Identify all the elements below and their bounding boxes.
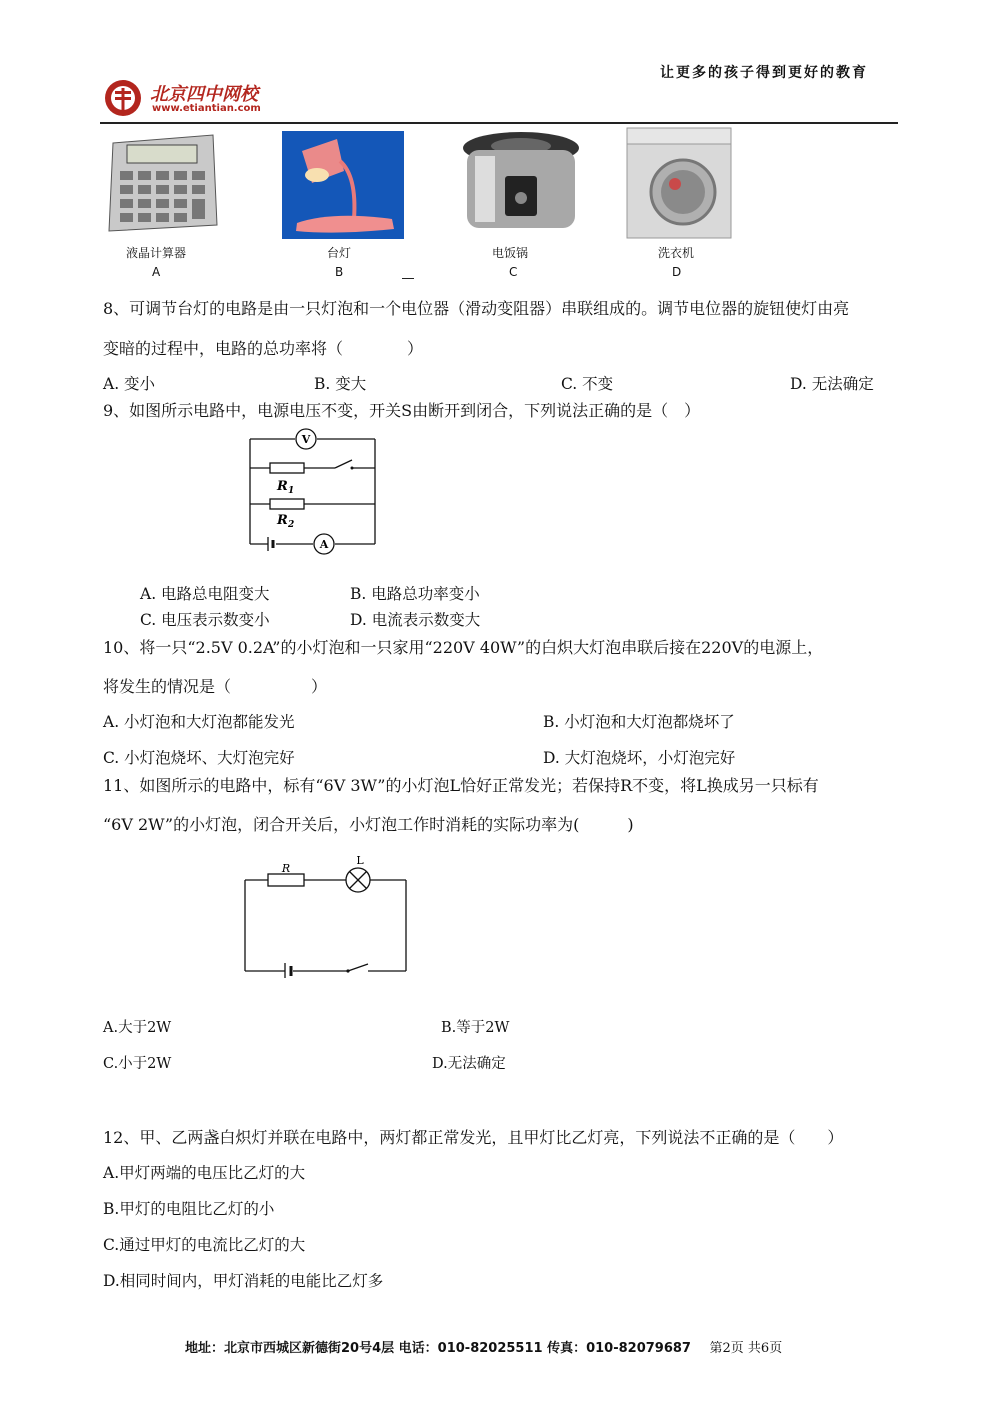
q12-option-a: A.甲灯两端的电压比乙灯的大: [103, 1164, 306, 1182]
q11-option-c: C.小于2W: [103, 1056, 172, 1072]
q8-option-d: D. 无法确定: [790, 375, 874, 393]
q10-option-a: A. 小灯泡和大灯泡都能发光: [103, 713, 295, 731]
q9-stem: 9、如图所示电路中，电源电压不变，开关S由断开到闭合，下列说法正确的是（ ）: [103, 401, 701, 420]
q9-ammeter-label: A: [319, 538, 329, 551]
header-slogan: 让更多的孩子得到更好的教育: [660, 65, 868, 81]
appliance-letter-d: D: [672, 265, 682, 279]
q9-r2-label: R: [277, 513, 288, 528]
q12-option-c: C.通过甲灯的电流比乙灯的大: [103, 1236, 306, 1254]
appliance-letter-b: B: [335, 265, 344, 279]
q11-circuit-diagram: [240, 852, 412, 982]
q11-option-b: B.等于2W: [441, 1020, 510, 1036]
q10-stem-line1: 10、将一只“2.5V 0.2A”的小灯泡和一只家用“220V 40W”的白炽大灯泡串联后接在220V的电源上，: [103, 638, 824, 657]
q8-stem-line2: 变暗的过程中，电路的总功率将（ ）: [103, 339, 424, 358]
appliance-caption-d: 洗衣机: [658, 246, 695, 260]
q9-option-d: D. 电流表示数变大: [350, 611, 481, 629]
logo-emblem-icon: [102, 78, 144, 118]
q9-circuit-diagram: [240, 426, 385, 560]
appliance-caption-c: 电饭锅: [492, 246, 529, 260]
desk-lamp-image: [282, 131, 404, 243]
q9-r2-subscript: 2: [288, 520, 295, 530]
rice-cooker-image: [455, 126, 587, 240]
q12-stem: 12、甲、乙两盏白炽灯并联在电路中，两灯都正常发光，且甲灯比乙灯亮，下列说法不正确的是（ ）: [103, 1128, 844, 1147]
header-rule: [100, 122, 898, 124]
appliance-caption-a: 液晶计算器: [126, 246, 187, 260]
q9-option-c: C. 电压表示数变小: [140, 611, 270, 629]
q10-option-b: B. 小灯泡和大灯泡都烧坏了: [543, 713, 735, 731]
q12-option-d: D.相同时间内，甲灯消耗的电能比乙灯多: [103, 1272, 384, 1290]
q9-r1-label: R: [277, 479, 288, 494]
logo-url: www.etiantian.com: [152, 103, 261, 114]
school-logo: [102, 78, 282, 118]
q9-option-b: B. 电路总功率变小: [350, 585, 480, 603]
q9-option-a: A. 电路总电阻变大: [140, 585, 270, 603]
q11-lamp-label: L: [356, 854, 364, 867]
footer-page-number: 第2页 共6页: [709, 1341, 783, 1356]
appliance-caption-b: 台灯: [327, 246, 352, 260]
q11-resistor-label: R: [281, 862, 291, 875]
q10-stem-line2: 将发生的情况是（ ）: [103, 677, 328, 696]
stray-underscore: [402, 278, 414, 279]
q12-option-b: B.甲灯的电阻比乙灯的小: [103, 1200, 275, 1218]
q11-option-a: A.大于2W: [103, 1020, 172, 1036]
footer-bar: [185, 1337, 782, 1356]
appliance-letter-a: A: [152, 265, 161, 279]
q9-voltmeter-label: V: [301, 433, 311, 446]
footer-address: 地址：北京市西城区新德街20号4层 电话：010-82025511 传真：010-82079687: [185, 1341, 691, 1356]
q11-option-d: D.无法确定: [432, 1056, 506, 1072]
logo-name: 北京四中网校: [150, 84, 258, 105]
washing-machine-image: [617, 126, 735, 244]
calculator-image: [105, 133, 220, 242]
q11-stem-line1: 11、如图所示的电路中，标有“6V 3W”的小灯泡L恰好正常发光；若保持R不变，将L换成另一只标有: [103, 776, 819, 795]
q8-option-c: C. 不变: [561, 375, 614, 393]
q10-option-d: D. 大灯泡烧坏，小灯泡完好: [543, 749, 736, 767]
appliance-letter-c: C: [509, 265, 518, 279]
q11-stem-line2: “6V 2W”的小灯泡，闭合开关后，小灯泡工作时消耗的实际功率为( ): [103, 815, 634, 834]
q9-r1-subscript: 1: [288, 486, 295, 496]
q8-option-a: A. 变小: [103, 375, 156, 393]
q8-option-b: B. 变大: [314, 375, 367, 393]
q10-option-c: C. 小灯泡烧坏、大灯泡完好: [103, 749, 295, 767]
q8-stem-line1: 8、可调节台灯的电路是由一只灯泡和一个电位器（滑动变阻器）串联组成的。调节电位器的旋钮使灯由亮: [103, 299, 850, 318]
